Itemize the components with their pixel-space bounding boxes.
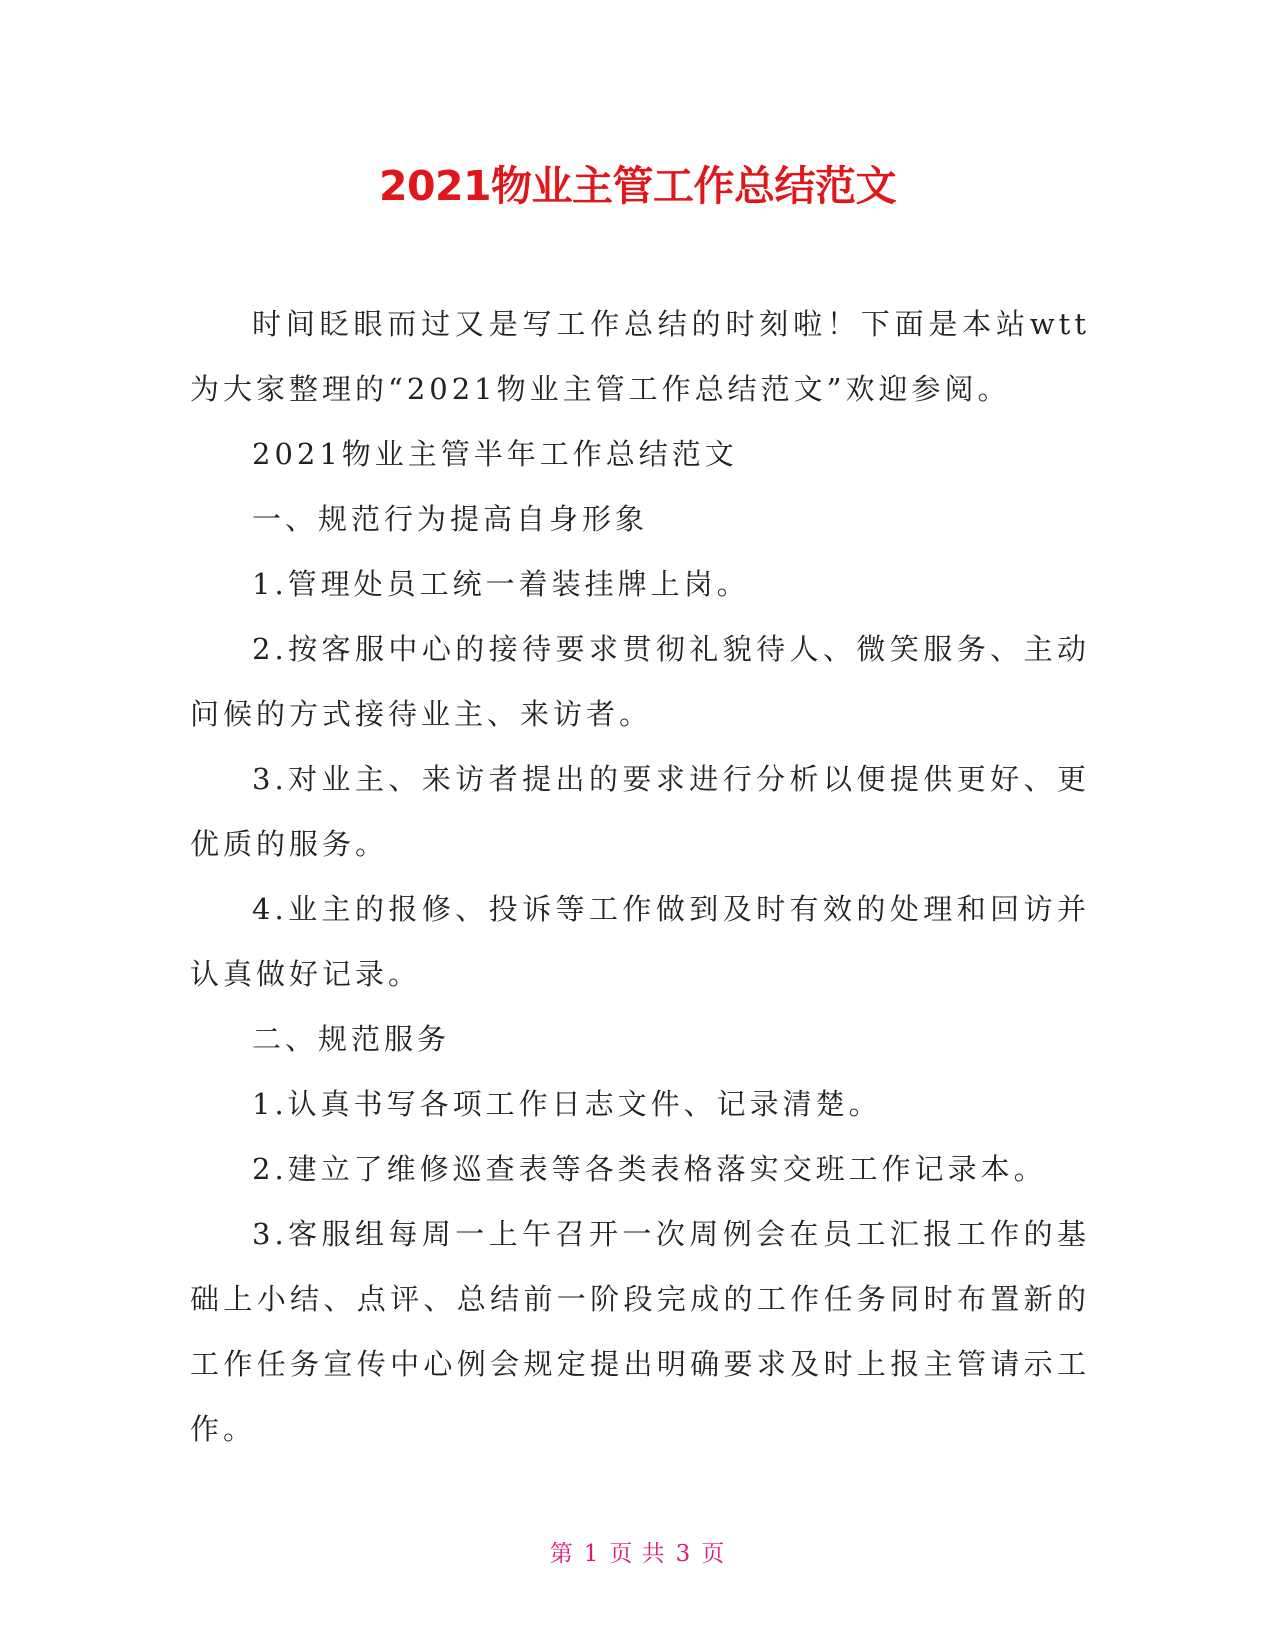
document-body	[190, 292, 1090, 1462]
footer-page-mid: 页 共	[609, 1541, 666, 1567]
page-footer	[0, 1538, 1275, 1570]
list-item: 4.业主的报修、投诉等工作做到及时有效的处理和回访并认真做好记录。	[190, 892, 1090, 991]
list-item: 3.客服组每周一上午召开一次周例会在员工汇报工作的基础上小结、点评、总结前一阶段完成的工作任务同时布置新的工作任务宣传中心例会规定提出明确要求及时上报主管请示工作。	[190, 1217, 1090, 1446]
paragraph-intro: 时间眨眼而过又是写工作总结的时刻啦！下面是本站wtt为大家整理的“2021物业主管工作总结范文”欢迎参阅。	[190, 307, 1090, 406]
document-title: 2021物业主管工作总结范文	[378, 162, 897, 210]
footer-page-current: 1	[583, 1541, 600, 1567]
list-item: 2.建立了维修巡查表等各类表格落实交班工作记录本。	[252, 1152, 1047, 1186]
list-item: 1.认真书写各项工作日志文件、记录清楚。	[252, 1087, 882, 1121]
section-heading-2: 二、规范服务	[252, 1022, 451, 1056]
footer-page-prefix: 第	[549, 1541, 574, 1567]
paragraph-subtitle: 2021物业主管半年工作总结范文	[252, 437, 738, 471]
footer-page-total: 3	[675, 1541, 692, 1567]
list-item: 1.管理处员工统一着装挂牌上岗。	[252, 567, 750, 601]
list-item: 3.对业主、来访者提出的要求进行分析以便提供更好、更优质的服务。	[190, 762, 1090, 861]
footer-page-suffix: 页	[701, 1541, 726, 1567]
list-item: 2.按客服中心的接待要求贯彻礼貌待人、微笑服务、主动问候的方式接待业主、来访者。	[190, 632, 1090, 731]
section-heading-1: 一、规范行为提高自身形象	[252, 502, 649, 536]
